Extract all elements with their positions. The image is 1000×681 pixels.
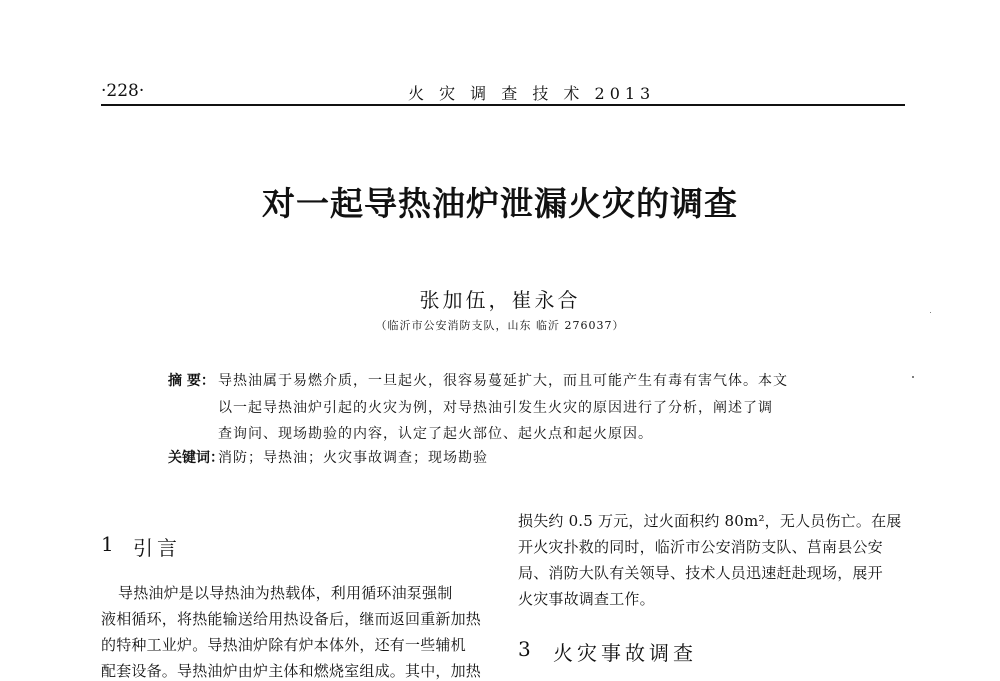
- scan-speck: [912, 376, 914, 378]
- scan-speck: [930, 312, 931, 313]
- keywords-text: 消防；导热油；火灾事故调查；现场勘验: [218, 450, 488, 466]
- right-column-line: 火灾事故调查工作。: [518, 590, 655, 608]
- abstract-label: 摘 要：: [168, 373, 215, 389]
- header-rule: [101, 104, 905, 106]
- section-3-heading: 火灾事故调查: [553, 641, 697, 665]
- left-column-line: 导热油炉是以导热油为热载体，利用循环油泵强制: [118, 584, 453, 602]
- left-column-line: 配套设备。导热油炉由炉主体和燃烧室组成。其中，加热: [101, 662, 482, 680]
- left-column-line: 的特种工业炉。导热油炉除有炉本体外，还有一些辅机: [101, 636, 466, 654]
- right-column-line: 损失约 0.5 万元，过火面积约 80m²，无人员伤亡。在展: [518, 512, 902, 530]
- right-column-line: 开火灾扑救的同时，临沂市公安消防支队、莒南县公安: [518, 538, 883, 556]
- abstract-line: 以一起导热油炉引起的火灾为例，对导热油引发生火灾的原因进行了分析，阐述了调: [218, 400, 773, 416]
- section-3-number: 3: [518, 637, 535, 661]
- page-number: ·228·: [101, 81, 145, 101]
- running-header: 火 灾 调 查 技 术 2013: [408, 84, 656, 103]
- section-1-heading: 引言: [133, 536, 181, 560]
- article-title: 对一起导热油炉泄漏火灾的调查: [262, 184, 738, 223]
- keywords-label: 关键词：: [168, 450, 224, 466]
- right-column-line: 局、消防大队有关领导、技术人员迅速赶赴现场，展开: [518, 564, 883, 582]
- abstract-line: 查询问、现场勘验的内容，认定了起火部位、起火点和起火原因。: [218, 426, 653, 442]
- left-column-line: 液相循环，将热能输送给用热设备后，继而返回重新加热: [101, 610, 482, 628]
- affiliation: （临沂市公安消防支队，山东 临沂 276037）: [375, 319, 625, 332]
- abstract-line: 导热油属于易燃介质，一旦起火，很容易蔓延扩大，而且可能产生有毒有害气体。本文: [218, 373, 788, 389]
- authors: 张加伍，崔永合: [419, 288, 581, 312]
- section-1-number: 1: [101, 532, 118, 556]
